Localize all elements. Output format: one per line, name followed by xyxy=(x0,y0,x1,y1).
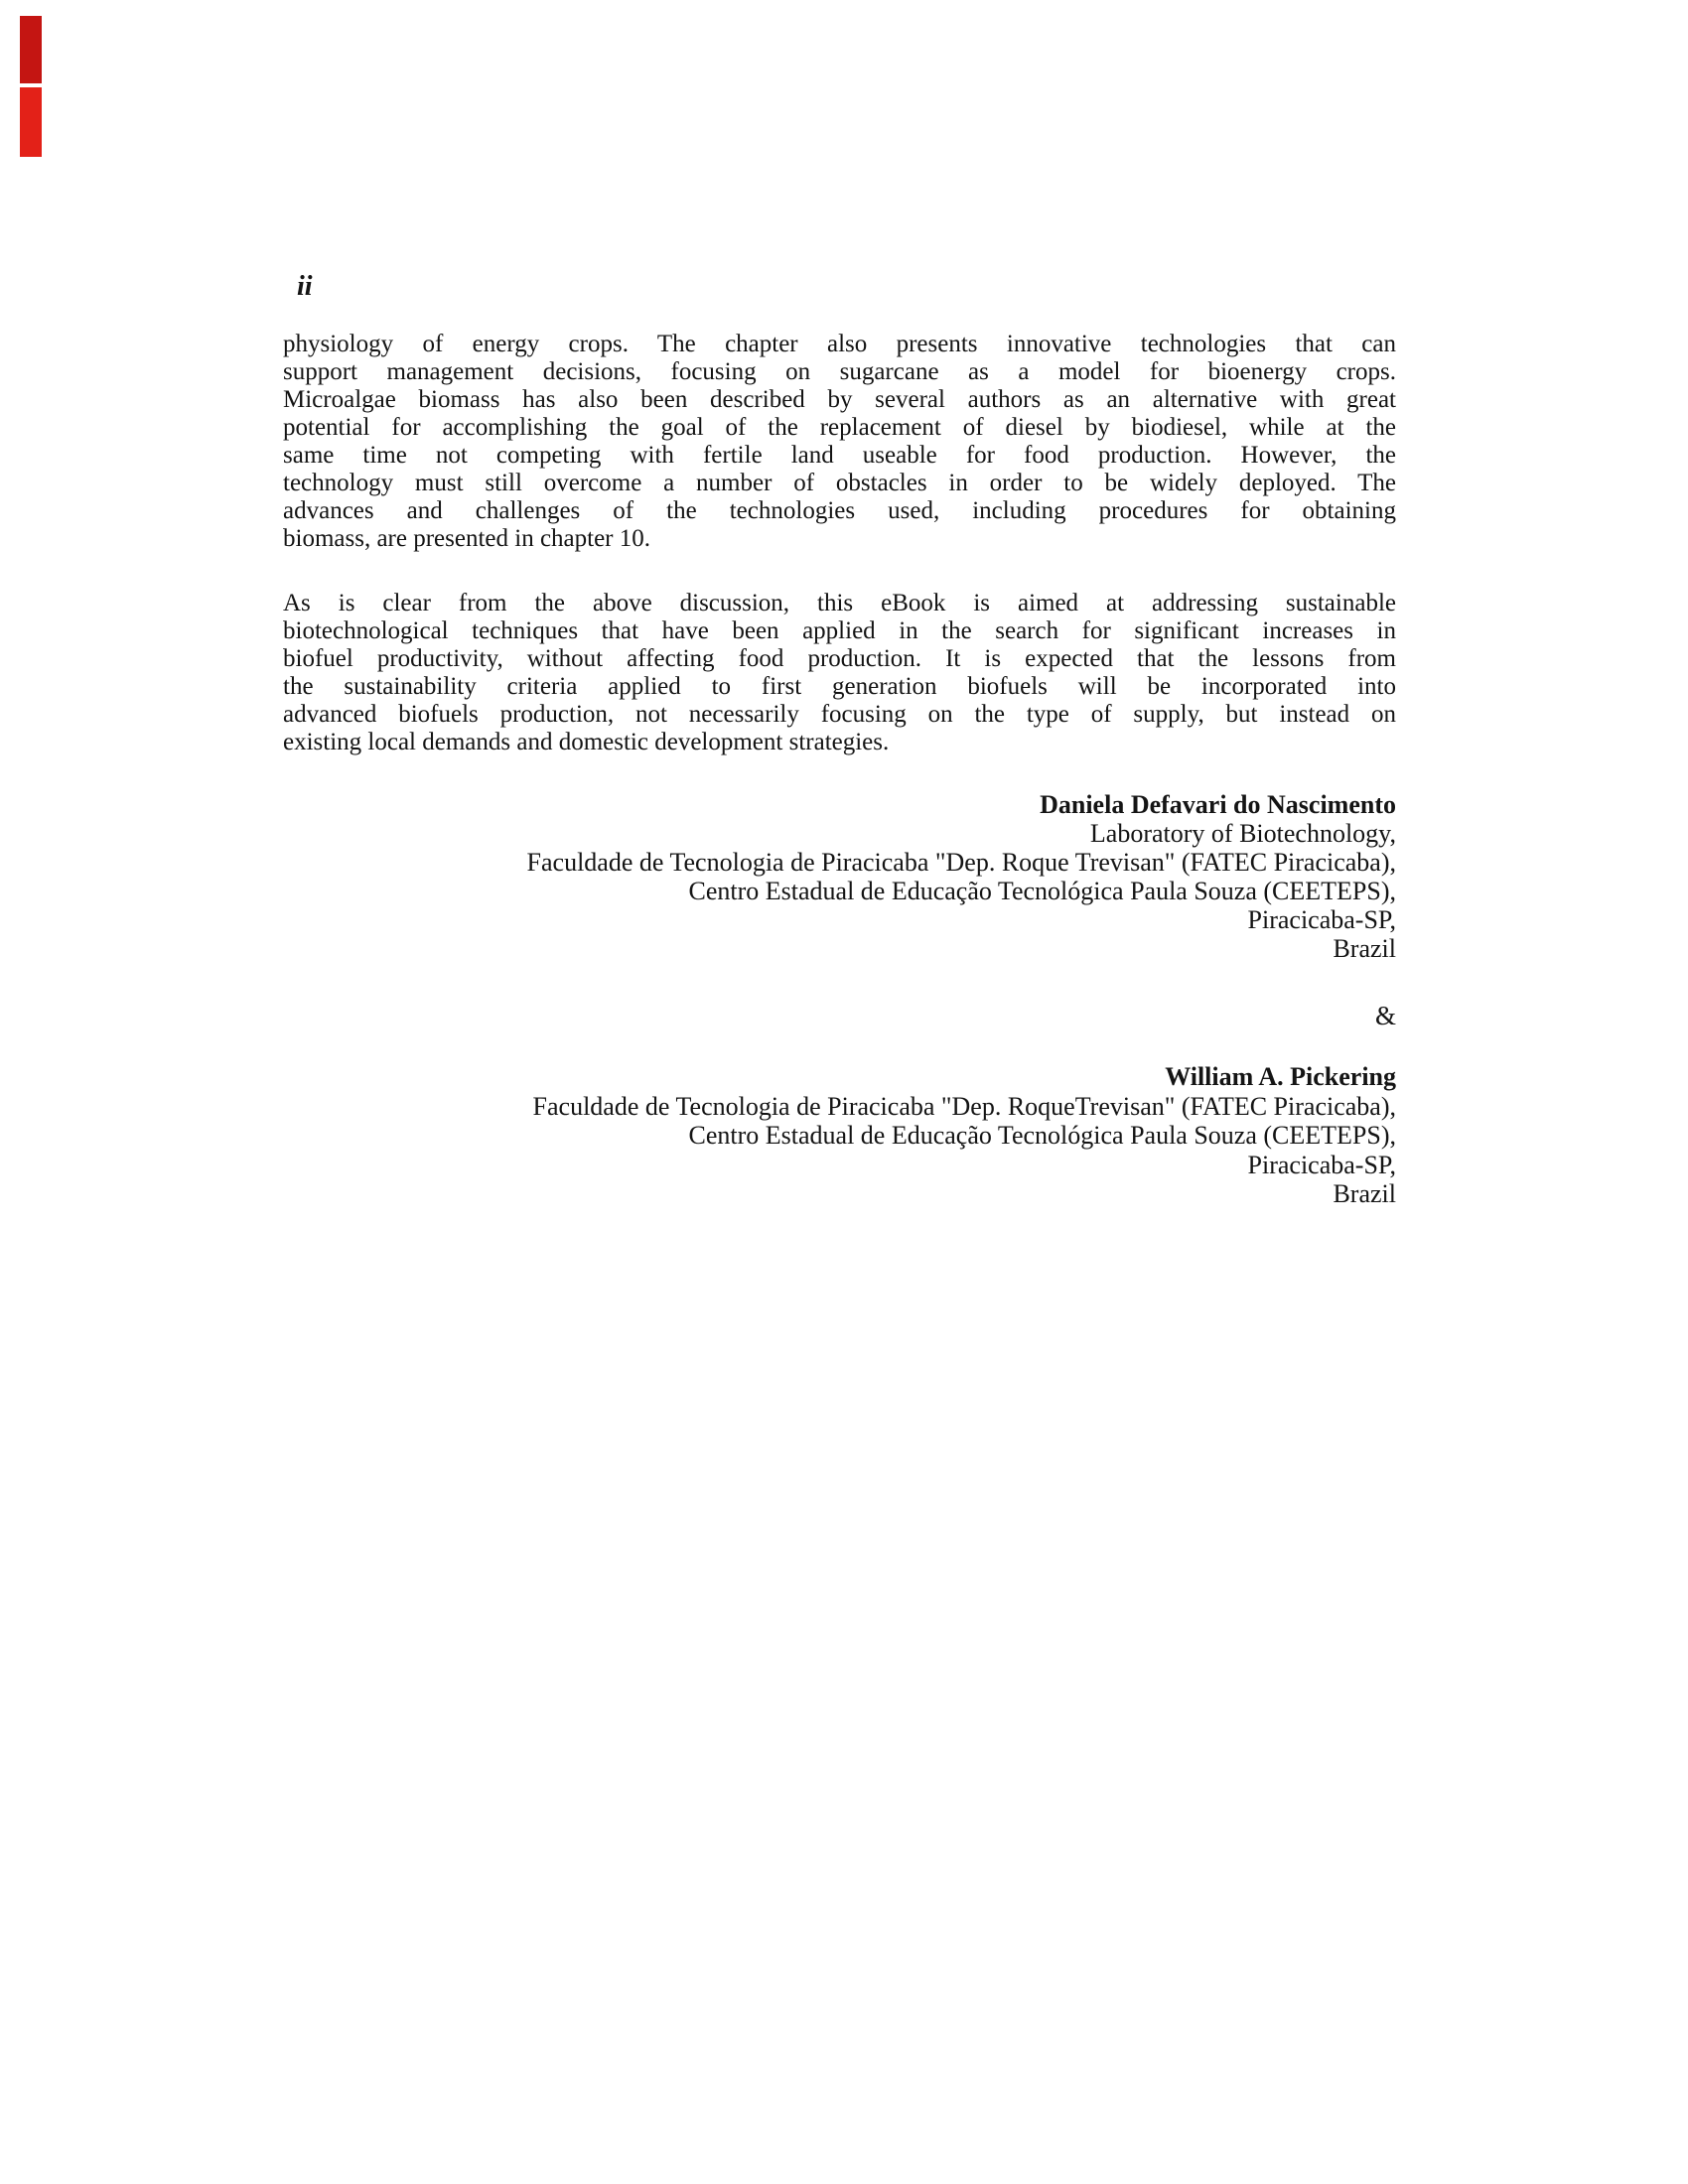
text-line: Piracicaba-SP, xyxy=(1247,1150,1396,1179)
text-line: biotechnological techniques that have been applied in the search for significant increases in xyxy=(283,617,1396,644)
text-line: same time not competing with fertile land useable for food production. However, the xyxy=(283,442,1396,469)
text-line: biomass, are presented in chapter 10. xyxy=(283,525,651,552)
text-line: Brazil xyxy=(1333,1179,1396,1208)
attribution-block-1 xyxy=(283,790,1396,963)
page-number: ii xyxy=(297,271,313,302)
author-affiliation xyxy=(283,1092,1396,1209)
text-line: the sustainability criteria applied to first generation biofuels will be incorporated into xyxy=(283,673,1396,700)
text-line: Laboratory of Biotechnology, xyxy=(1089,819,1396,848)
red-edge-mark-bottom xyxy=(20,87,42,157)
text-line: biofuel productivity, without affecting food production. It is expected that the lessons from xyxy=(283,645,1396,672)
text-line: potential for accomplishing the goal of the replacement of diesel by biodiesel, while at the xyxy=(283,414,1396,441)
text-line: advanced biofuels production, not necessarily focusing on the type of supply, but instead on xyxy=(283,701,1396,728)
text-line: support management decisions, focusing on sugarcane as a model for bioenergy crops. xyxy=(283,358,1396,385)
author-name: William A. Pickering xyxy=(1165,1062,1396,1091)
text-line: existing local demands and domestic development strategies. xyxy=(283,729,890,755)
text-line: Centro Estadual de Educação Tecnológica Paula Souza (CEETEPS), xyxy=(688,1121,1396,1150)
text-line: As is clear from the above discussion, this eBook is aimed at addressing sustainable xyxy=(283,590,1396,616)
text-line: Brazil xyxy=(1333,934,1396,963)
text-line: Faculdade de Tecnologia de Piracicaba "Dep. Roque Trevisan" (FATEC Piracicaba), xyxy=(526,848,1396,877)
text-line: physiology of energy crops. The chapter also presents innovative technologies that can xyxy=(283,331,1396,357)
author-name: Daniela Defavari do Nascimento xyxy=(1040,790,1396,819)
author-affiliation xyxy=(283,819,1396,963)
red-edge-mark-top xyxy=(20,16,42,83)
text-line: Faculdade de Tecnologia de Piracicaba "Dep. RoqueTrevisan" (FATEC Piracicaba), xyxy=(532,1091,1396,1121)
text-line: technology must still overcome a number of obstacles in order to be widely deployed. The xyxy=(283,470,1396,496)
text-line: advances and challenges of the technologies used, including procedures for obtaining xyxy=(283,497,1396,524)
attribution-block-2 xyxy=(283,1062,1396,1209)
paragraph-1 xyxy=(283,331,1396,553)
text-line: Centro Estadual de Educação Tecnológica Paula Souza (CEETEPS), xyxy=(688,877,1396,905)
text-line: Piracicaba-SP, xyxy=(1247,905,1396,934)
ampersand-separator: & xyxy=(1374,1001,1396,1030)
paragraph-2 xyxy=(283,590,1396,756)
text-line: Microalgae biomass has also been described by several authors as an alternative with great xyxy=(283,386,1396,413)
